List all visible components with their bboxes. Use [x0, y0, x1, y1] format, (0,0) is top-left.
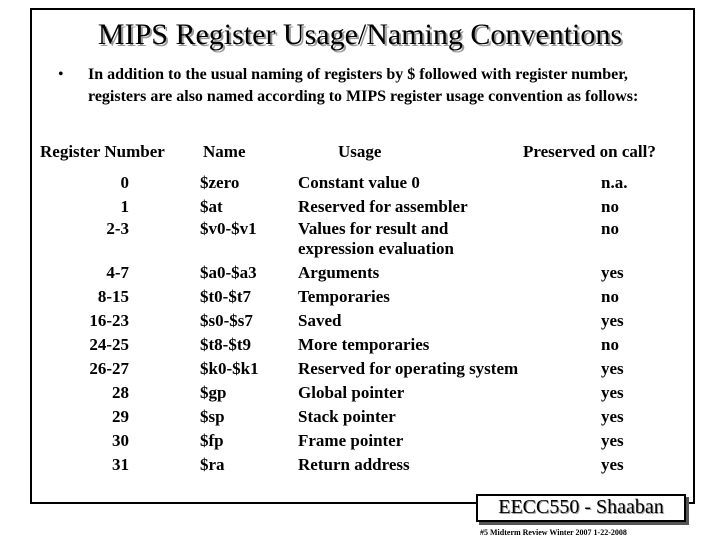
register-name: $at — [200, 197, 223, 216]
table-row — [0, 431, 720, 453]
register-preserved: n.a. — [601, 173, 628, 192]
register-usage: Global pointer — [298, 383, 405, 402]
register-number: 2-3 — [106, 219, 129, 238]
register-name: $t8-$t9 — [200, 335, 251, 354]
table-row — [0, 455, 720, 477]
slide-title: MIPS Register Usage/Naming Conventions — [97, 18, 623, 51]
register-name: $s0-$s7 — [200, 311, 253, 330]
register-name: $gp — [200, 383, 227, 402]
register-preserved: yes — [601, 455, 624, 474]
table-row — [0, 335, 720, 357]
register-usage: Constant value 0 — [298, 173, 420, 192]
register-preserved: yes — [601, 359, 624, 378]
register-name: $zero — [200, 173, 240, 192]
header-usage: Usage — [338, 142, 382, 161]
register-name: $v0-$v1 — [200, 219, 257, 238]
table-row — [0, 407, 720, 429]
register-usage: Frame pointer — [298, 431, 404, 450]
table-row — [0, 311, 720, 333]
register-usage: Reserved for operating system — [298, 359, 519, 378]
register-usage: Reserved for assembler — [298, 197, 468, 216]
table-row — [0, 287, 720, 309]
register-number: 24-25 — [89, 335, 129, 354]
register-name: $a0-$a3 — [200, 263, 257, 282]
register-preserved: yes — [601, 431, 624, 450]
table-row — [0, 219, 720, 241]
register-preserved: no — [601, 287, 619, 306]
register-usage: Arguments — [298, 263, 380, 282]
register-number: 30 — [112, 431, 129, 450]
header-preserved: Preserved on call? — [523, 142, 656, 161]
register-usage: Temporaries — [298, 287, 390, 306]
register-name: $k0-$k1 — [200, 359, 259, 378]
register-number: 0 — [120, 173, 129, 192]
footer-slide-info: #5 Midterm Review Winter 2007 1-22-2008 — [480, 528, 627, 537]
register-usage: Stack pointer — [298, 407, 396, 426]
table-row — [0, 263, 720, 285]
register-usage: Values for result and — [298, 219, 449, 238]
register-usage: Saved — [298, 311, 342, 330]
register-number: 29 — [112, 407, 129, 426]
table-row — [0, 383, 720, 405]
table-row — [0, 197, 720, 219]
register-preserved: no — [601, 197, 619, 216]
register-preserved: yes — [601, 263, 624, 282]
register-preserved: yes — [601, 383, 624, 402]
register-number: 28 — [112, 383, 129, 402]
register-preserved: yes — [601, 311, 624, 330]
register-number: 26-27 — [89, 359, 129, 378]
register-preserved: no — [601, 219, 619, 238]
header-register-number: Register Number — [40, 142, 165, 161]
register-usage: More temporaries — [298, 335, 430, 354]
register-name: $t0-$t7 — [200, 287, 251, 306]
register-name: $ra — [200, 455, 225, 474]
table-row — [0, 173, 720, 195]
register-number: 31 — [112, 455, 129, 474]
register-number: 16-23 — [89, 311, 129, 330]
register-name: $fp — [200, 431, 224, 450]
footer-label: EECC550 - Shaaban — [498, 496, 664, 518]
register-number: 4-7 — [106, 263, 129, 282]
register-usage: expression evaluation — [298, 239, 455, 258]
register-usage: Return address — [298, 455, 410, 474]
bullet-text: In addition to the usual naming of registers by $ followed with register number, registers are also named according to MIPS register usage convention as follows: — [88, 66, 639, 105]
register-number: 8-15 — [97, 287, 129, 306]
bullet-marker: • — [58, 66, 64, 83]
register-preserved: yes — [601, 407, 624, 426]
header-name: Name — [203, 142, 246, 161]
table-row — [0, 239, 720, 261]
register-preserved: no — [601, 335, 619, 354]
register-number: 1 — [120, 197, 129, 216]
register-name: $sp — [200, 407, 225, 426]
table-row — [0, 359, 720, 381]
